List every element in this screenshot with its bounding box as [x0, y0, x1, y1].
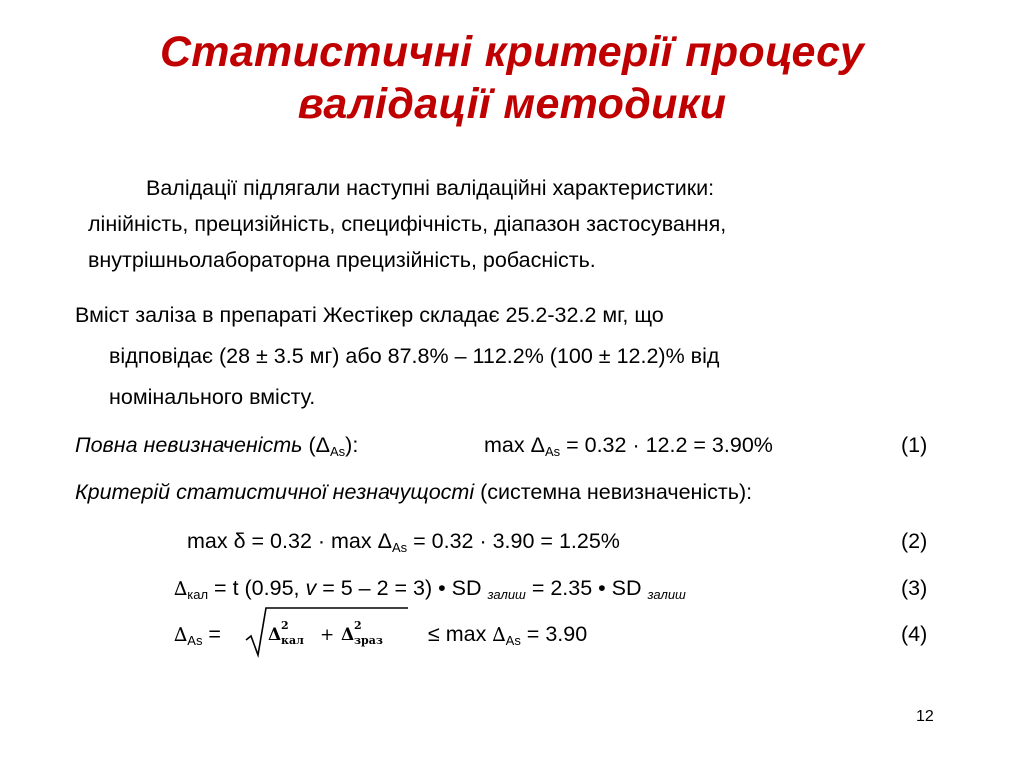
equation-4-lhs: [174, 619, 221, 650]
content-line-3: номінального вмісту.: [109, 385, 316, 409]
eq3-delta: ∆: [174, 578, 188, 600]
eq3-sub: кал: [187, 587, 209, 602]
criterion-label: Критерій статистичної незначущості: [75, 480, 475, 504]
eq1-expr-pre: max Δ: [484, 433, 545, 457]
rad-sup-1: 2: [281, 619, 289, 632]
intro-line-1: Валідації підлягали наступні валідаційні характеристики:: [146, 176, 715, 200]
page-number: 12: [916, 708, 934, 725]
eq1-close: ):: [345, 433, 359, 457]
equation-3-number: (3): [901, 576, 928, 600]
rad-sup-2: 2: [354, 619, 362, 632]
eq1-sub: As: [330, 444, 346, 459]
eq3-b: = 5 – 2 = 3) • SD: [316, 576, 488, 600]
eq1-open: (Δ: [302, 433, 330, 457]
eq1-expr-sub: As: [544, 444, 561, 459]
title-line-2: валідації методики: [297, 80, 727, 128]
equation-1-expression: [484, 430, 773, 460]
equation-1-number: (1): [901, 433, 928, 457]
eq4-post-pre: ≤ max: [428, 622, 493, 646]
eq4-post-delta: ∆: [492, 624, 506, 646]
eq4-sub: As: [187, 633, 203, 648]
eq3-sub3: залиш: [647, 587, 686, 602]
eq4-post-end: = 3.90: [520, 622, 588, 646]
equation-2-number: (2): [901, 529, 928, 553]
content-line-2: відповідає (28 ± 3.5 мг) або 87.8% – 112.2% (100 ± 12.2)% від: [109, 344, 720, 368]
rad-delta-2: Δ: [341, 625, 355, 645]
eq2-post: = 0.32 · 3.90 = 1.25%: [407, 529, 620, 553]
equation-4-number: (4): [901, 622, 928, 646]
eq4-post-sub: As: [505, 633, 521, 648]
title-line-1: Статистичні критерії процесу: [159, 28, 865, 76]
intro-line-2: лінійність, прецизійність, специфічність, діапазон застосування,: [88, 212, 727, 236]
rad-sub-2: зраз: [354, 634, 383, 647]
slide-title: [60, 26, 964, 130]
content-line-1: Вміст заліза в препараті Жестікер складає 25.2-32.2 мг, що: [75, 303, 664, 327]
intro-line-3: внутрішньолабораторна прецизійність, робасність.: [88, 248, 596, 272]
eq3-c: = 2.35 • SD: [525, 576, 648, 600]
eq2-pre: max δ = 0.32 · max Δ: [187, 529, 392, 553]
rad-plus: +: [320, 625, 335, 645]
eq4-eq: =: [202, 622, 221, 646]
criterion-rest: (системна невизначеність):: [474, 480, 753, 504]
equation-2: [187, 526, 620, 556]
equation-1: [75, 430, 358, 460]
eq2-sub: As: [391, 540, 408, 555]
rad-delta-1: Δ: [268, 625, 282, 645]
eq4-delta: ∆: [174, 624, 188, 646]
equation-4-rhs: [428, 619, 587, 650]
eq1-expr-post: = 0.32 · 12.2 = 3.90%: [560, 433, 773, 457]
eq1-label: Повна невизначеність: [75, 433, 303, 457]
criterion-line: [75, 477, 752, 507]
sqrt-formula-image: [244, 604, 410, 658]
eq3-sub2: залиш: [487, 587, 526, 602]
equation-3: [174, 573, 686, 604]
eq3-a: = t (0.95,: [208, 576, 306, 600]
eq3-v: v: [305, 576, 317, 600]
intro-paragraph: [88, 170, 948, 278]
rad-sub-1: кал: [281, 634, 304, 647]
